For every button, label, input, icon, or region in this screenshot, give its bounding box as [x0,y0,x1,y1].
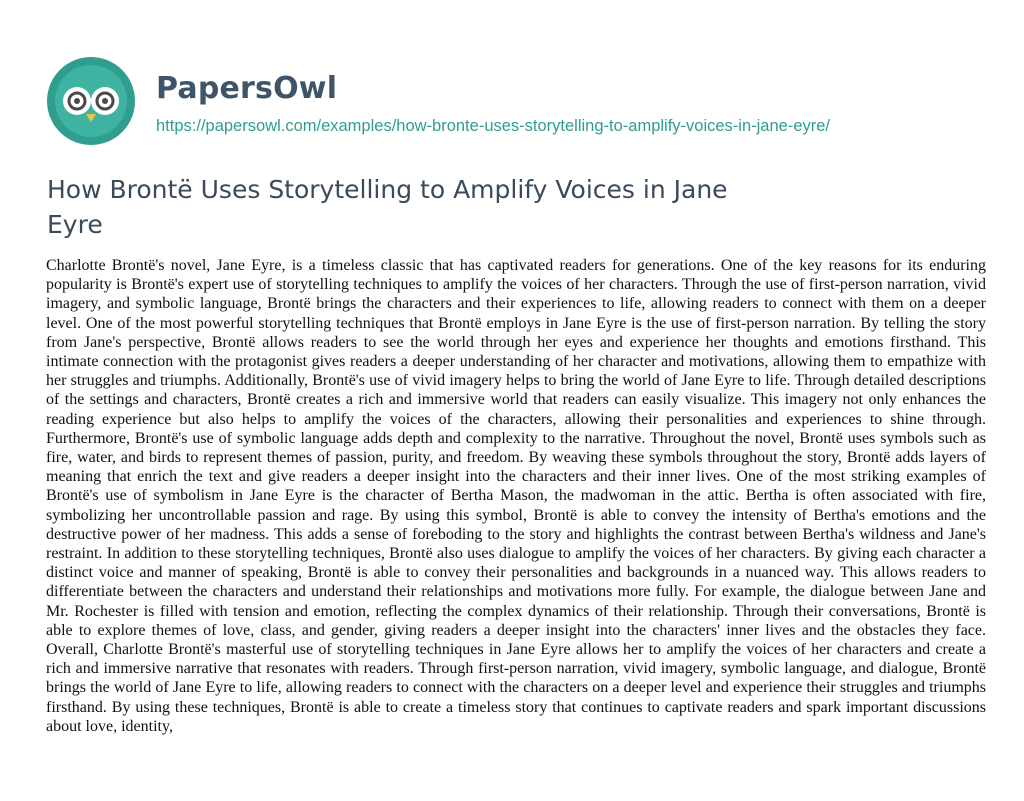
article-body: Charlotte Brontë's novel, Jane Eyre, is a timeless classic that has captivated readers for generations. One of the key reasons for its enduring popularity is Brontë's expert use of storytelling techniques to amplify the voices of her characters. Through the use of first-person narration, vivid imagery, and symbolic language, Brontë brings the characters and their experiences to life, allowing readers to connect with them on a deeper level. One of the most powerful storytelling techniques that Brontë employs in Jane Eyre is the use of first-person narration. By telling the story from Jane's perspective, Brontë allows readers to see the world through her eyes and experience her thoughts and emotions firsthand. This intimate connection with the protagonist gives readers a deeper understanding of her character and motivations, allowing them to empathize with her struggles and triumphs. Additionally, Brontë's use of vivid imagery helps to bring the world of Jane Eyre to life. Through detailed descriptions of the settings and characters, Brontë creates a rich and immersive world that readers can easily visualize. This imagery not only enhances the reading experience but also helps to amplify the voices of the characters, allowing their personalities and experiences to shine through. Furthermore, Brontë's use of symbolic language adds depth and complexity to the narrative. Throughout the novel, Brontë uses symbols such as fire, water, and birds to represent themes of passion, purity, and freedom. By weaving these symbols throughout the story, Brontë adds layers of meaning that enrich the text and give readers a deeper insight into the characters and their inner lives. One of the most striking examples of Brontë's use of symbolism in Jane Eyre is the character of Bertha Mason, the madwoman in the attic. Bertha is often associated with fire, symbolizing her uncontrollable passion and rage. By using this symbol, Brontë is able to convey the intensity of Bertha's emotions and the destructive power of her madness. This adds a sense of foreboding to the story and highlights the contrast between Bertha's wildness and Jane's restraint. In addition to these storytelling techniques, Brontë also uses dialogue to amplify the voices of her characters. By giving each character a distinct voice and manner of speaking, Brontë is able to convey their personalities and backgrounds in a nuanced way. This allows readers to differentiate between the characters and understand their relationships and motivations more fully. For example, the dialogue between Jane and Mr. Rochester is filled with tension and emotion, reflecting the complex dynamics of their relationship. Through their conversations, Brontë is able to explore themes of love, class, and gender, giving readers a deeper insight into the characters' inner lives and the obstacles they face. Overall, Charlotte Brontë's masterful use of storytelling techniques in Jane Eyre allows her to amplify the voices of her characters and create a rich and immersive narrative that resonates with readers. Through first-person narration, vivid imagery, symbolic language, and dialogue, Brontë brings the world of Jane Eyre to life, allowing readers to connect with the characters on a deeper level and experience their struggles and triumphs firsthand. By using these techniques, Brontë is able to create a timeless story that continues to captivate readers and spark important discussions about love, identity, [46,257,986,735]
owl-logo-icon [46,56,136,146]
brand-name: PapersOwl [156,70,338,106]
source-url-link[interactable]: https://papersowl.com/examples/how-bronte-uses-storytelling-to-amplify-voices-in-jane-eyre/ [156,116,831,135]
article-title: How Brontë Uses Storytelling to Amplify Voices in Jane Eyre [47,175,728,239]
brand-block [156,67,830,136]
header [46,56,830,146]
